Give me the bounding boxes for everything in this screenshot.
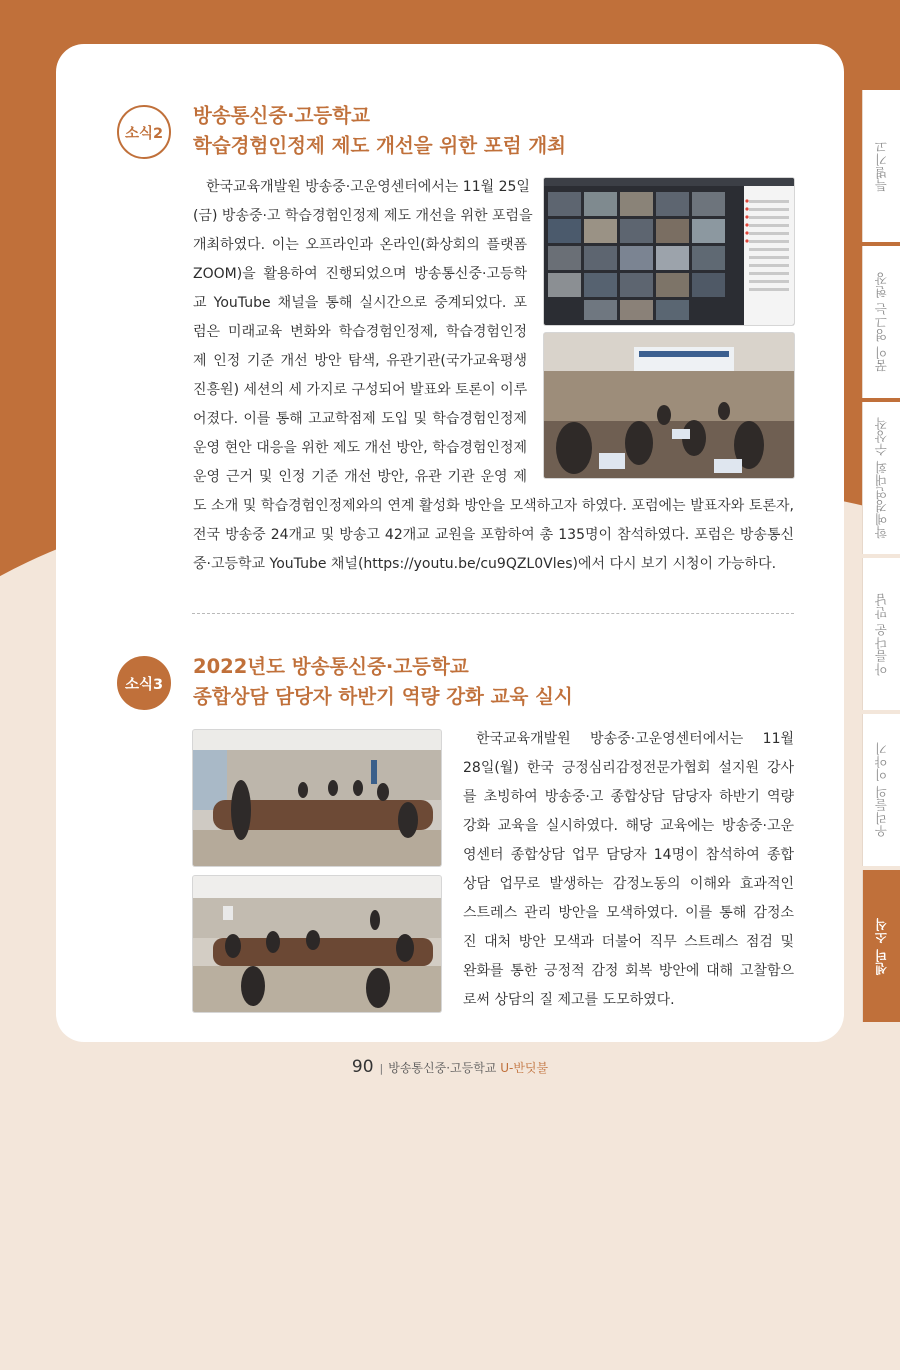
news3-line: 강화 교육을 실시하였다. 해당 교육에는 방송중·고운 [463, 818, 794, 834]
tab-our-stories[interactable]: 우리들의 이야기 [862, 714, 900, 866]
news2-body [193, 173, 533, 492]
news2-line: 도 소개 및 학습경험인정제와의 연계 활성화 방안을 모색하고자 하였다. 포럼에는 발표자와 토론자, [193, 498, 794, 514]
news2-line: 운영 근거 및 인정 기준 개선 방안, 유관 기관 운영 제 [193, 469, 527, 485]
news3-line: 를 초빙하여 방송중·고 종합상담 담당자 하반기 역량 [463, 789, 794, 805]
news2-line: ZOOM)을 활용하여 진행되었으며 방송통신중·고등학 [193, 266, 527, 282]
news3-line: 진 대처 방안 모색과 더불어 직무 스트레스 점검 및 [463, 934, 794, 950]
news3-badge: 소식3 [117, 656, 171, 710]
page-number: 90 [351, 1057, 374, 1077]
news3-line: 스트레스 관리 방안을 모색하였다. 이를 통해 감정소 [463, 905, 794, 921]
counseling-training-photo-1 [193, 730, 441, 866]
news3-line: 한국교육개발원 방송중·고운영센터에서는 11월 [476, 731, 794, 747]
forum-venue-photo [544, 333, 794, 478]
news2-line: 럼은 미래교육 변화와 학습경험인정제, 학습경험인정 [193, 324, 527, 340]
tab-beautiful-meeting[interactable]: 아름다운 만남 [862, 558, 900, 710]
publication-name: 방송통신중·고등학교 [388, 1061, 497, 1075]
counseling-training-photo-2 [193, 876, 441, 1012]
magazine-name: U-반딧불 [500, 1061, 549, 1075]
section-divider [192, 613, 794, 614]
news3-line: 완화를 통한 긍정적 감정 회복 방안에 대해 고찰함으 [463, 963, 794, 979]
news2-line: 중·고등학교 YouTube 채널(https://youtu.be/cu9QZL0Vles)에서 다시 보기 시청이 가능하다. [193, 556, 777, 572]
news2-body-wide [193, 492, 794, 579]
news2-line: 진흥원) 세션의 세 가지로 구성되어 발표와 토론이 이루 [193, 382, 528, 398]
footer-separator: | [379, 1062, 384, 1075]
zoom-gallery-graphic [544, 178, 794, 325]
zoom-forum-screenshot [544, 178, 794, 325]
news3-line: 상담 업무로 발생하는 감정노동의 이해와 효과적인 [463, 876, 794, 892]
news3-line: 영센터 종합상담 업무 담당자 14명이 참석하여 종합 [463, 847, 794, 863]
news3-body [463, 725, 794, 1015]
news3-title-line1: 2022년도 방송통신중·고등학교 [193, 655, 469, 678]
news3-line: 로써 상담의 질 제고를 도모하였다. [463, 992, 675, 1008]
news2-line: 어졌다. 이를 통해 고교학점제 도입 및 학습경험인정제 [193, 411, 527, 427]
news2-line: (금) 방송중·고 학습경험인정제 제도 개선을 위한 포럼을 [193, 208, 533, 224]
tab-center-news[interactable]: 센터 소식 [862, 870, 900, 1022]
news2-line: 한국교육개발원 방송중·고운영센터에서는 11월 25일 [206, 179, 530, 195]
training-room-graphic-1 [193, 730, 441, 866]
news2-line: 운영 현안 대응을 위한 제도 개선 방안, 학습경험인정제 [193, 440, 527, 456]
news2-line: 전국 방송중 24개교 및 방송고 42개교 교원을 포함하여 총 135명이 참석하였다. 포럼은 방송통신 [193, 527, 794, 543]
news2-line: 교 YouTube 채널을 통해 실시간으로 중계되었다. 포 [193, 295, 527, 311]
news3-line: 28일(월) 한국 긍정심리감정전문가협회 설지원 강사 [463, 760, 794, 776]
news2-badge: 소식2 [117, 105, 171, 159]
news3-title-line2: 종합상담 담당자 하반기 역량 강화 교육 실시 [193, 685, 573, 708]
tab-growing-dreams[interactable]: 꿈이 영그는 현장 [862, 246, 900, 398]
news2-line: 제 인정 기준 개선 방안 탐색, 유관기관(국가교육평생 [193, 353, 527, 369]
news2-title-line1: 방송통신중·고등학교 [193, 104, 370, 127]
tab-contest-winners[interactable]: 학예경연대회 수상작 [862, 402, 900, 554]
training-room-graphic-2 [193, 876, 441, 1012]
tab-special-contribution[interactable]: 특별기고 [862, 90, 900, 242]
news2-title-line2: 학습경험인정제 제도 개선을 위한 포럼 개최 [193, 134, 567, 157]
section-tabs [862, 90, 900, 1026]
news2-line: 개최하였다. 이는 오프라인과 온라인(화상회의 플랫폼 [193, 237, 527, 253]
forum-venue-graphic [544, 333, 794, 478]
page-footer [0, 1057, 900, 1077]
